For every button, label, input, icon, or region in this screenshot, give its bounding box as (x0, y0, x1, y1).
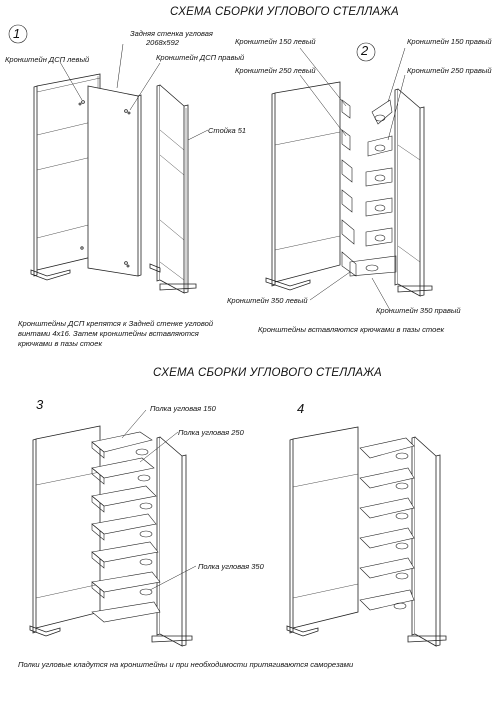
label-shelf-150: Полка угловая 150 (150, 404, 216, 413)
step3-right-post (152, 437, 192, 646)
label-bracket-right: Кронштейн ДСП правый (156, 53, 245, 62)
label-bracket-left: Кронштейн ДСП левый (5, 55, 90, 64)
step2-right-post (395, 89, 432, 296)
step2-drawing (266, 43, 432, 310)
label-150-left: Кронштейн 150 левый (235, 37, 316, 46)
label-350-left: Кронштейн 350 левый (227, 296, 308, 305)
label-250-left: Кронштейн 250 левый (235, 66, 316, 75)
step4-number: 4 (297, 401, 305, 416)
step1-back-panel (79, 86, 141, 276)
label-post: Стойка 51 (208, 126, 247, 135)
step1-note-3: крючками в пазы стоек (18, 339, 103, 348)
step3-shelves (92, 432, 160, 622)
step2-right-brackets (350, 100, 396, 276)
step1-right-post (150, 85, 196, 293)
label-250-right: Кронштейн 250 правый (407, 66, 492, 75)
label-150-right: Кронштейн 150 правый (407, 37, 492, 46)
step2-note: Кронштейны вставляются крючками в пазы стоек (258, 325, 445, 334)
label-shelf-350: Полка угловая 350 (198, 562, 264, 571)
label-back-panel-2: 2068х592 (146, 38, 179, 47)
step1-drawing (9, 25, 208, 293)
step4-right-post (408, 437, 446, 646)
step3-left-post (30, 426, 100, 636)
label-back-panel-1: Задняя стенка угловая (130, 29, 213, 38)
step1-note-2: винтами 4х16. Затем кронштейны вставляются (18, 329, 199, 338)
top-title: СХЕМА СБОРКИ УГЛОВОГО СТЕЛЛАЖА (170, 6, 399, 18)
bottom-title: СХЕМА СБОРКИ УГЛОВОГО СТЕЛЛАЖА (153, 367, 382, 379)
label-shelf-250: Полка угловая 250 (178, 428, 244, 437)
step4-left-post (287, 427, 358, 636)
step3-number: 3 (36, 397, 44, 412)
step2-number: 2 (361, 43, 369, 58)
step1-number: 1 (13, 26, 21, 41)
label-350-right: Кронштейн 350 правый (376, 306, 461, 315)
step4-shelves (360, 438, 414, 610)
step1-note-1: Кронштейны ДСП крепятся к Задней стенке угловой (18, 319, 214, 328)
bottom-note: Полки угловые кладутся на кронштейны и при необходимости притягиваются саморезами (18, 660, 354, 669)
step2-left-brackets (342, 100, 356, 276)
step3-drawing (30, 410, 196, 646)
step4-drawing (287, 427, 446, 646)
